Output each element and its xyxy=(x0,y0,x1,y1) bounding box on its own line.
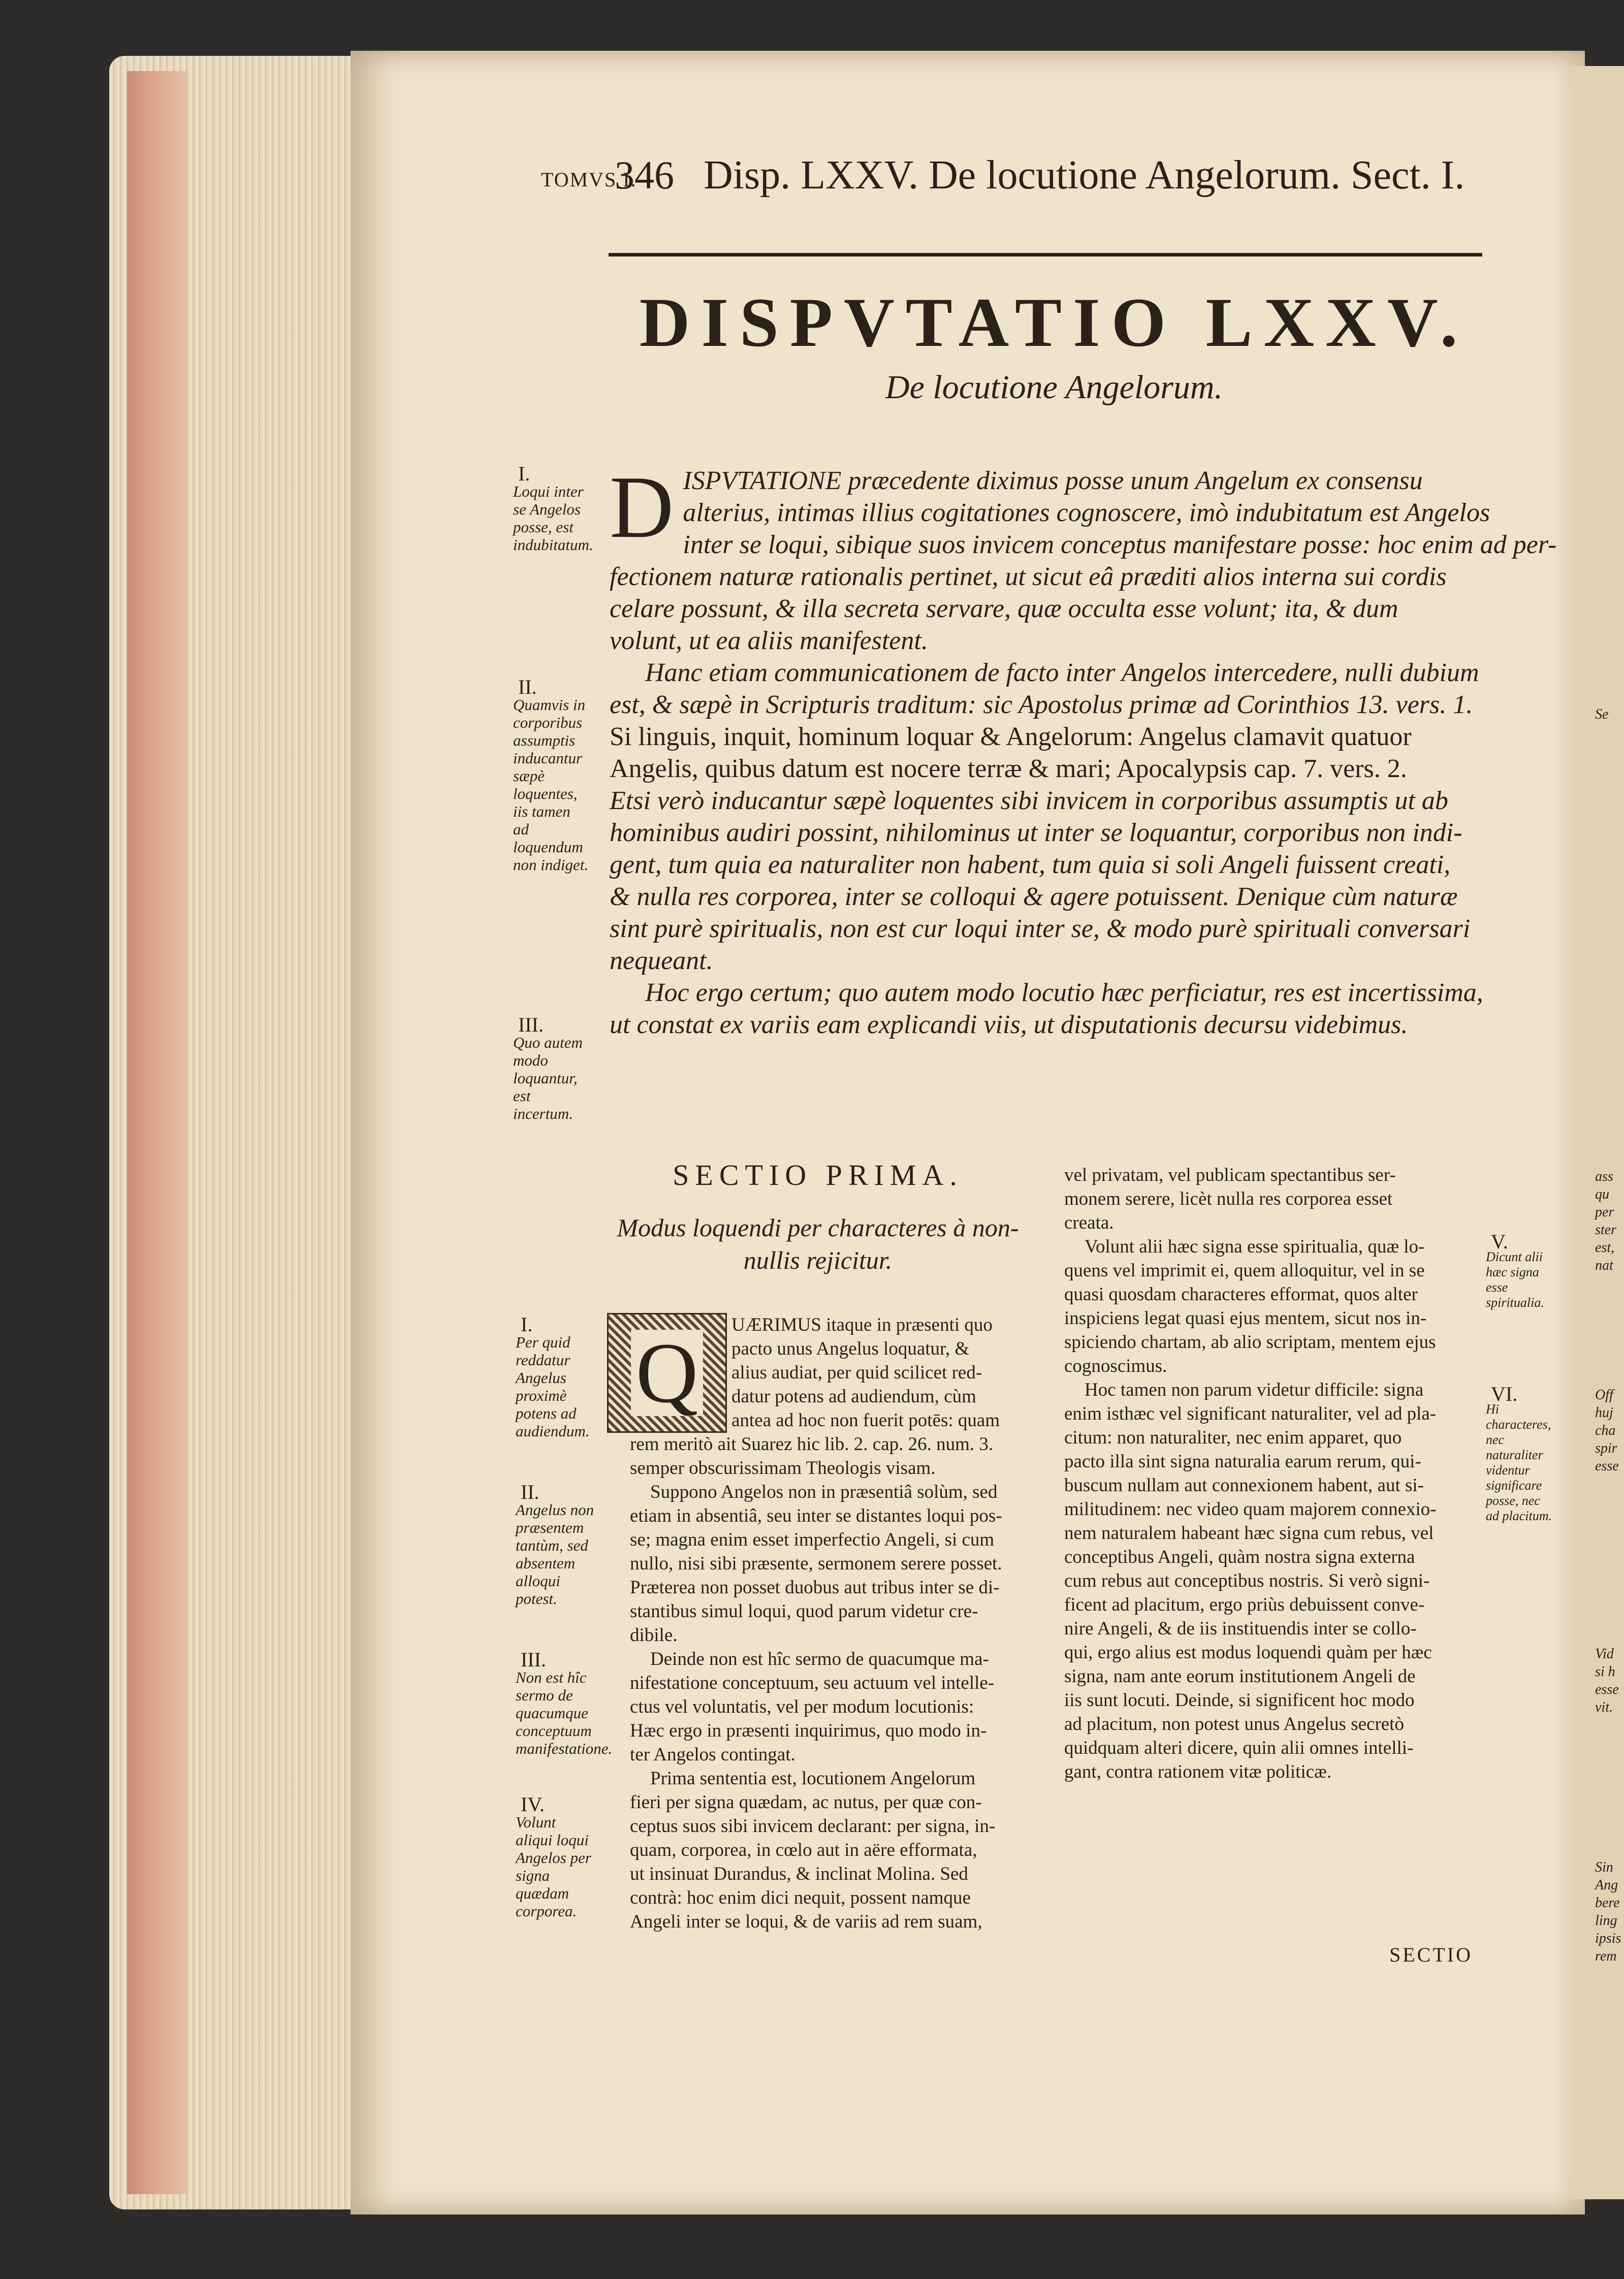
text-line: quidquam alteri dicere, quin alii omnes intelli- xyxy=(1064,1738,1414,1758)
margin-note-number: III. xyxy=(521,1648,546,1671)
right-column xyxy=(1064,1163,1481,1784)
text-line: cognoscimus. xyxy=(1064,1356,1167,1376)
text-line: alius audiat, per quid scilicet red- xyxy=(731,1362,982,1383)
text-line: volunt, ut ea aliis manifestent. xyxy=(610,626,928,655)
margin-note-number: III. xyxy=(518,1013,544,1036)
drop-cap: D xyxy=(610,458,674,556)
text-line: iis sunt locuti. Deinde, si significent hoc modo xyxy=(1064,1690,1415,1711)
text-line: Si linguis, inquit, hominum loquar & Angelorum: Angelus clamavit quatuor xyxy=(610,722,1412,751)
margin-note-text: Per quid reddatur Angelus proximè potens ad audiendum. xyxy=(516,1333,590,1440)
margin-note-intro-1 xyxy=(513,462,593,554)
header-tomus: TOMVS I. xyxy=(541,168,637,191)
facing-fragment: bere xyxy=(1595,1895,1620,1911)
text-line: qui, ergo alius est modus loquendi quàm per hæc xyxy=(1064,1642,1432,1663)
text-line: se; magna enim esset imperfectio Angeli, si cum xyxy=(630,1529,995,1550)
margin-note-text: Angelus non præsentem tantùm, sed absentem alloqui potest. xyxy=(516,1501,594,1608)
margin-note-text: Loqui inter se Angelos posse, est indubitatum. xyxy=(513,483,593,554)
text-line: nullo, nisi sibi præsente, sermonem serere posset. xyxy=(630,1553,1002,1574)
margin-note-text: Non est hîc sermo de quacumque conceptuum manifestatione. xyxy=(516,1668,613,1757)
text-line: ad placitum, non potest unus Angelus secretò xyxy=(1064,1714,1404,1735)
text-line: Angelis, quibus datum est nocere terræ & mari; Apocalypsis cap. 7. vers. 2. xyxy=(610,754,1407,783)
text-line: nem naturalem habeant hæc signa cum rebus, vel xyxy=(1064,1523,1434,1544)
facing-fragment: esse xyxy=(1595,1458,1619,1474)
text-line: ISPVTATIONE præcedente diximus posse unum Angelum ex consensu xyxy=(683,466,1423,495)
text-line: Hoc ergo certum; quo autem modo locutio hæc perficiatur, res est incertissima, xyxy=(645,978,1483,1007)
text-line: celare possunt, & illa secreta servare, quæ occulta esse volunt; ita, & dum xyxy=(610,594,1398,623)
text-line: sint purè spiritualis, non est cur loqui inter se, & modo purè spirituali conversari xyxy=(610,914,1471,943)
margin-note-text: Volunt aliqui loqui Angelos per signa quædam corporea. xyxy=(516,1813,591,1920)
text-line: semper obscurissimam Theologis visam. xyxy=(630,1458,936,1479)
facing-fragment: vit. xyxy=(1595,1699,1613,1715)
text-line: Deinde non est hîc sermo de quacumque ma- xyxy=(650,1649,989,1670)
facing-fragment: ster xyxy=(1595,1222,1616,1238)
text-line: gent, tum quia ea naturaliter non habent, tum quia si soli Angeli fuissent creati, xyxy=(610,850,1451,879)
text-line: nire Angeli, & de iis instituendis inter se collo- xyxy=(1064,1618,1417,1639)
text-line: Volunt alii hæc signa esse spiritualia, quæ lo- xyxy=(1085,1236,1425,1257)
text-line: & nulla res corporea, inter se colloqui & agere potuissent. Denique cùm naturæ xyxy=(610,882,1458,911)
intro-text xyxy=(610,458,1557,1041)
margin-note-section-3 xyxy=(516,1648,613,1757)
text-line: dibile. xyxy=(630,1625,678,1646)
facing-fragment: ass xyxy=(1595,1169,1613,1184)
text-line: Hoc tamen non parum videtur difficile: signa xyxy=(1085,1379,1424,1400)
margin-note-number: I. xyxy=(521,1313,533,1336)
text-line: Hæc ergo in præsenti inquirimus, quo modo in- xyxy=(630,1720,987,1741)
disputatio-subtitle: De locutione Angelorum. xyxy=(885,369,1223,406)
margin-note-right-5 xyxy=(1486,1230,1554,1310)
facing-fragment: ling xyxy=(1595,1913,1617,1929)
text-line: quens vel imprimit ei, quem alloquitur, vel in se xyxy=(1064,1260,1425,1281)
text-line: contrà: hoc enim dici nequit, possent namque xyxy=(630,1887,971,1908)
facing-fragment: Ang xyxy=(1595,1877,1618,1893)
section-subtitle xyxy=(610,1211,1026,1276)
running-title: Disp. LXXV. De locutione Angelorum. Sect. I. xyxy=(704,153,1465,198)
red-page-edge xyxy=(127,71,188,2194)
left-column xyxy=(630,1432,1036,1934)
margin-note-section-1 xyxy=(516,1315,594,1440)
header-rule xyxy=(609,253,1482,256)
catchword: SECTIO xyxy=(1389,1943,1473,1966)
text-line: signa, nam ante eorum institutionem Angeli de xyxy=(1064,1666,1416,1687)
margin-note-text: Dicunt alii hæc signa esse spiritualia. xyxy=(1486,1249,1544,1310)
text-line: fectionem naturæ rationalis pertinet, ut sicut eâ præditi alios interna sui cordis xyxy=(610,562,1447,591)
text-line: nifestatione conceptuum, seu actuum vel intelle- xyxy=(630,1673,995,1693)
section-heading: SECTIO PRIMA. xyxy=(673,1159,963,1192)
facing-fragment: per xyxy=(1595,1204,1614,1220)
text-line: citum: non naturaliter, nec enim apparet, quo xyxy=(1064,1427,1402,1448)
text-line: Angeli inter se loqui, & de variis ad rem suam, xyxy=(630,1911,982,1932)
margin-note-text: Quamvis in corporibus assumptis inducantur sæpè loquentes, iis tamen ad loquendum non indiget. xyxy=(513,696,589,874)
text-line: monem serere, licèt nulla res corporea esset xyxy=(1064,1189,1393,1209)
text-line: ctus vel voluntatis, vel per modum locutionis: xyxy=(630,1696,974,1717)
facing-fragment: esse xyxy=(1595,1682,1619,1697)
facing-fragment: spir xyxy=(1595,1440,1617,1456)
subtitle-line: Modus loquendi per characteres à non- xyxy=(617,1213,1019,1242)
facing-fragment: rem xyxy=(1595,1948,1617,1964)
facing-fragment: Sin xyxy=(1595,1859,1613,1875)
text-line: buscum nullam aut connexionem habent, aut si- xyxy=(1064,1475,1424,1496)
margin-note-text: Hi characteres, nec naturaliter videntur significare posse, nec ad placitum. xyxy=(1486,1402,1552,1523)
margin-note-section-4 xyxy=(516,1795,594,1920)
text-line: rem meritò ait Suarez hic lib. 2. cap. 26. num. 3. xyxy=(630,1434,994,1455)
text-line: Hanc etiam communicationem de facto inter Angelos intercedere, nulli dubium xyxy=(645,658,1479,687)
text-line: enim isthæc vel significant naturaliter, vel ad pla- xyxy=(1064,1403,1437,1424)
subtitle-line: nullis rejicitur. xyxy=(743,1246,893,1274)
facing-fragment: huj xyxy=(1595,1405,1613,1421)
text-line: inspiciens legat quasi ejus mentem, sicut nos in- xyxy=(1064,1308,1427,1329)
text-line: ceptus suos sibi invicem declarant: per signa, in- xyxy=(630,1816,996,1837)
margin-note-number: V. xyxy=(1491,1230,1508,1253)
facing-fragment: est, xyxy=(1595,1240,1615,1256)
text-line: nequeant. xyxy=(610,946,713,975)
text-line: gant, contra rationem vitæ politicæ. xyxy=(1064,1761,1332,1782)
margin-note-number: II. xyxy=(521,1481,539,1503)
text-line: Suppono Angelos non in præsentiâ solùm, sed xyxy=(650,1482,998,1502)
text-line: ter Angelos contingat. xyxy=(630,1744,795,1765)
margin-note-number: IV. xyxy=(521,1793,545,1816)
text-line: inter se loqui, sibique suos invicem conceptus manifestare posse: hoc enim ad per- xyxy=(683,530,1557,559)
margin-note-intro-2 xyxy=(513,678,589,874)
facing-fragment: ipsis xyxy=(1595,1931,1621,1946)
facing-fragment: cha xyxy=(1595,1423,1616,1438)
text-line: quasi quosdam characteres efformat, quos alter xyxy=(1064,1284,1418,1305)
text-line: ut constat ex variis eam explicandi viis, ut disputationis decursu videbimus. xyxy=(610,1010,1408,1039)
text-line: militudinem: nec video quam majorem connexio- xyxy=(1064,1499,1437,1520)
text-line: pacto illa sint signa naturalia earum rerum, qui- xyxy=(1064,1451,1421,1472)
margin-note-right-6 xyxy=(1486,1383,1554,1524)
text-line: Præterea non posset duobus aut tribus inter se di- xyxy=(630,1577,1000,1598)
facing-fragment: Se xyxy=(1595,707,1609,722)
text-line: est, & sæpè in Scripturis traditum: sic Apostolus primæ ad Corinthios 13. vers. 1. xyxy=(610,690,1473,719)
margin-note-text: Quo autem modo loquantur, est incertum. xyxy=(513,1034,583,1122)
text-line: conceptibus Angeli, quàm nostra signa externa xyxy=(1064,1547,1415,1567)
margin-note-number: I. xyxy=(518,462,530,485)
text-line: ut insinuat Durandus, & inclinat Molina. Sed xyxy=(630,1864,968,1884)
text-line: pacto unus Angelus loquatur, & xyxy=(731,1338,970,1359)
text-line: datur potens ad audiendum, cùm xyxy=(731,1386,976,1407)
ornamental-drop-cap xyxy=(607,1313,727,1433)
facing-fragment: Off xyxy=(1595,1387,1613,1403)
text-line: Prima sententia est, locutionem Angelorum xyxy=(650,1768,976,1789)
text-line: vel privatam, vel publicam spectantibus ser- xyxy=(1064,1165,1396,1185)
text-line: cum rebus aut conceptibus nostris. Si verò signi- xyxy=(1064,1570,1430,1591)
text-line: fieri per signa quædam, ac nutus, per quæ con- xyxy=(630,1792,982,1813)
text-line: etiam in absentiâ, seu inter se distantes loqui pos- xyxy=(630,1505,1002,1526)
facing-fragment: Vid xyxy=(1595,1646,1614,1662)
left-column-top xyxy=(731,1313,1034,1432)
text-line: quam, corporea, in cœlo aut in aëre efformata, xyxy=(630,1840,977,1860)
page-number: 346 xyxy=(615,153,674,197)
facing-fragment: nat xyxy=(1595,1258,1613,1273)
facing-fragment: si h xyxy=(1595,1664,1615,1680)
text-line: creata. xyxy=(1064,1212,1114,1233)
facing-fragment: qu xyxy=(1595,1186,1609,1202)
text-line: hominibus audiri possint, nihilominus ut inter se loquantur, corporibus non indi- xyxy=(610,818,1462,847)
text-line: spiciendo chartam, ab alio scriptam, mentem ejus xyxy=(1064,1332,1436,1353)
disputatio-title: DISPVTATIO LXXV. xyxy=(639,283,1469,361)
margin-note-number: II. xyxy=(518,676,537,698)
margin-note-number: VI. xyxy=(1491,1383,1518,1405)
margin-note-section-2 xyxy=(516,1483,594,1608)
text-line: alterius, intimas illius cogitationes cognoscere, imò indubitatum est Angelos xyxy=(683,498,1490,527)
drop-cap-letter: Q xyxy=(631,1330,704,1416)
text-line: ficent ad placitum, ergo priùs debuissent conve- xyxy=(1064,1594,1425,1615)
text-line: stantibus simul loqui, quod parum videtur cre- xyxy=(630,1601,978,1622)
text-line: antea ad hoc non fuerit potēs: quam xyxy=(731,1410,1000,1431)
text-line: UÆRIMUS itaque in præsenti quo xyxy=(731,1314,993,1335)
text-line: Etsi verò inducantur sæpè loquentes sibi invicem in corporibus assumptis ut ab xyxy=(610,786,1448,815)
margin-note-intro-3 xyxy=(513,1013,589,1122)
